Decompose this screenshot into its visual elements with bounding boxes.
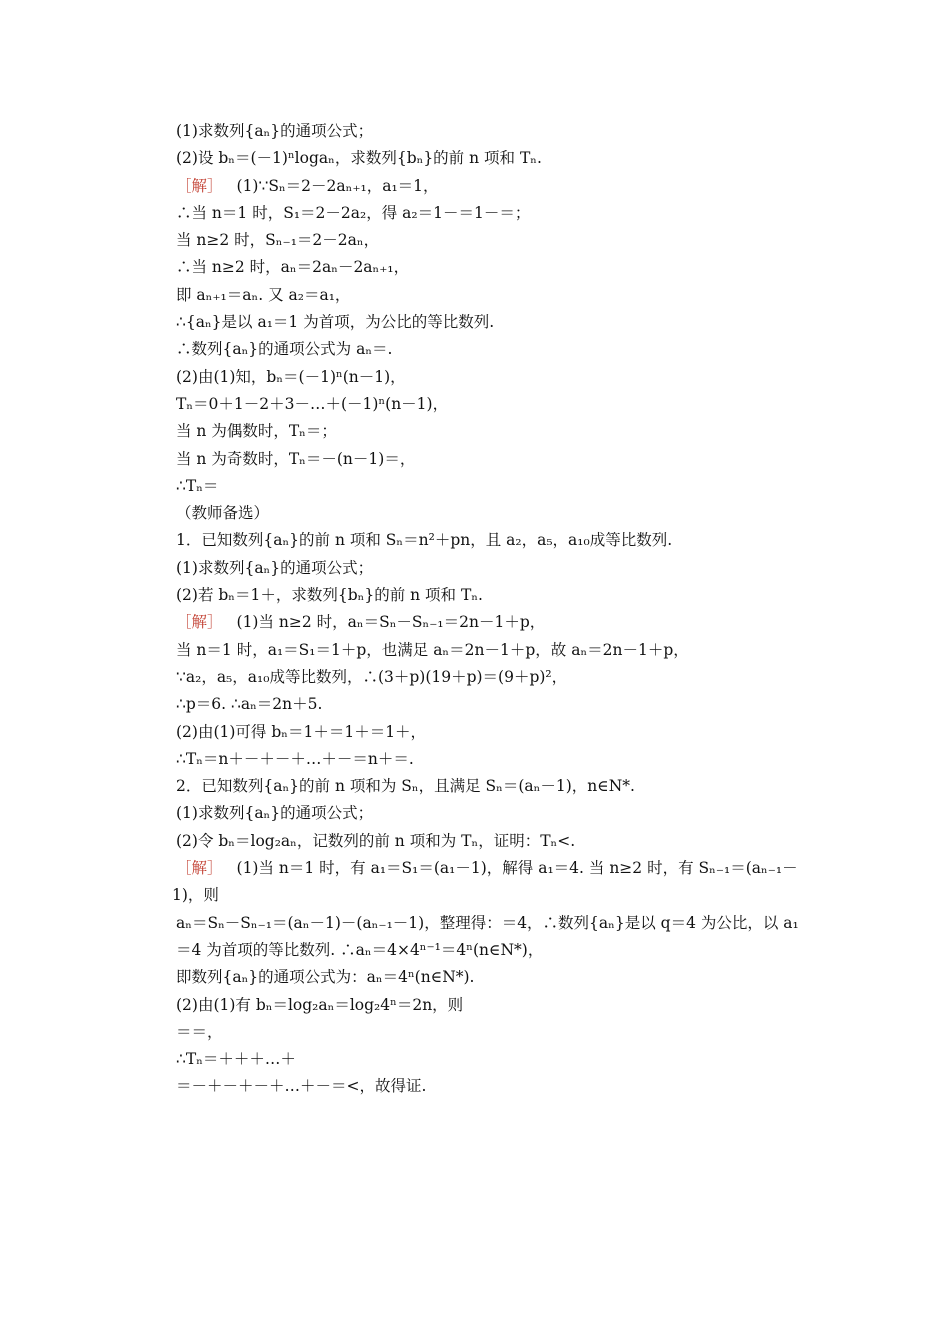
exercise-2-question-1: (1)求数列{aₙ}的通项公式； [176, 804, 374, 823]
solution-line: ∴{aₙ}是以 a₁＝1 为首项，为公比的等比数列. [176, 313, 495, 332]
solution-line: 1)，则 [172, 886, 219, 905]
solution-line: 当 n＝1 时，a₁＝S₁＝1＋p，也满足 aₙ＝2n－1＋p，故 aₙ＝2n－1＋p， [176, 640, 689, 659]
exercise-2-question-2: (2)令 bₙ＝log₂aₙ，记数列的前 n 项和为 Tₙ，证明：Tₙ<. [176, 831, 576, 850]
solution-line: ＝－＋－＋－＋…＋－＝<，故得证. [176, 1077, 427, 1096]
solution-line [176, 855, 816, 882]
solution-label: ［解］ [176, 613, 223, 632]
solution-line: ∴Tₙ＝ [176, 476, 219, 495]
solution-line: ＝＝， [176, 1022, 223, 1041]
solution-label: ［解］ [176, 859, 223, 878]
solution-text: (1)当 n＝1 时，有 a₁＝S₁＝(a₁－1)，解得 a₁＝4. 当 n≥2 时，有 Sₙ₋₁＝(aₙ₋₁－ [236, 859, 798, 878]
solution-line: 当 n≥2 时，Sₙ₋₁＝2－2aₙ， [176, 231, 380, 250]
teacher-section-heading: （教师备选） [176, 504, 270, 523]
solution-line: ＝4 为首项的等比数列. ∴aₙ＝4×4ⁿ⁻¹＝4ⁿ(n∈N*)， [176, 940, 544, 959]
solution-line: ∴当 n≥2 时，aₙ＝2aₙ－2aₙ₊₁， [176, 258, 410, 277]
solution-line: ∴Tₙ＝＋＋＋…＋ [176, 1050, 296, 1069]
solution-label: ［解］ [176, 176, 223, 195]
solution-line [176, 609, 816, 636]
solution-line [176, 173, 816, 200]
exercise-1-question-2: (2)若 bₙ＝1＋，求数列{bₙ}的前 n 项和 Tₙ. [176, 586, 483, 605]
document-body [172, 118, 816, 1101]
solution-line: ∴Tₙ＝n＋－＋－＋…＋－＝n＋＝. [176, 749, 414, 768]
solution-line: Tₙ＝0＋1－2＋3－…＋(－1)ⁿ(n－1)， [176, 394, 449, 413]
solution-line: 当 n 为奇数时，Tₙ＝－(n－1)＝， [176, 449, 416, 468]
exercise-2-stem: 2．已知数列{aₙ}的前 n 项和为 Sₙ，且满足 Sₙ＝(aₙ－1)，n∈N*. [176, 777, 635, 796]
solution-text: (1)∵Sₙ＝2－2aₙ₊₁，a₁＝1， [236, 176, 439, 195]
solution-line: (2)由(1)有 bₙ＝log₂aₙ＝log₂4ⁿ＝2n，则 [176, 995, 464, 1014]
solution-text: (1)当 n≥2 时，aₙ＝Sₙ－Sₙ₋₁＝2n－1＋p， [236, 613, 546, 632]
solution-line: 即 aₙ₊₁＝aₙ. 又 a₂＝a₁， [176, 285, 351, 304]
problem-question-2: (2)设 bₙ＝(－1)ⁿlogaₙ，求数列{bₙ}的前 n 项和 Tₙ. [176, 149, 542, 168]
solution-line: ∵a₂，a₅，a₁₀成等比数列，∴(3＋p)(19＋p)＝(9＋p)²， [176, 667, 568, 686]
solution-line: 当 n 为偶数时，Tₙ＝； [176, 422, 337, 441]
exercise-1-stem: 1．已知数列{aₙ}的前 n 项和 Sₙ＝n²＋pn，且 a₂，a₅，a₁₀成等比数列. [176, 531, 673, 550]
solution-line: ∴p＝6. ∴aₙ＝2n＋5. [176, 695, 323, 714]
solution-line: 即数列{aₙ}的通项公式为：aₙ＝4ⁿ(n∈N*). [176, 968, 475, 987]
problem-question-1: (1)求数列{aₙ}的通项公式； [176, 122, 374, 140]
solution-line: ∴当 n＝1 时，S₁＝2－2a₂，得 a₂＝1－＝1－＝； [176, 203, 531, 222]
solution-line: aₙ＝Sₙ－Sₙ₋₁＝(aₙ－1)－(aₙ₋₁－1)，整理得：＝4，∴数列{aₙ}是以 q＝4 为公比，以 a₁ [176, 913, 799, 932]
solution-line: (2)由(1)可得 bₙ＝1＋＝1＋＝1＋， [176, 722, 427, 741]
solution-line: (2)由(1)知，bₙ＝(－1)ⁿ(n－1)， [176, 367, 406, 386]
exercise-1-question-1: (1)求数列{aₙ}的通项公式； [176, 558, 374, 577]
solution-line: ∴数列{aₙ}的通项公式为 aₙ＝. [176, 340, 393, 359]
